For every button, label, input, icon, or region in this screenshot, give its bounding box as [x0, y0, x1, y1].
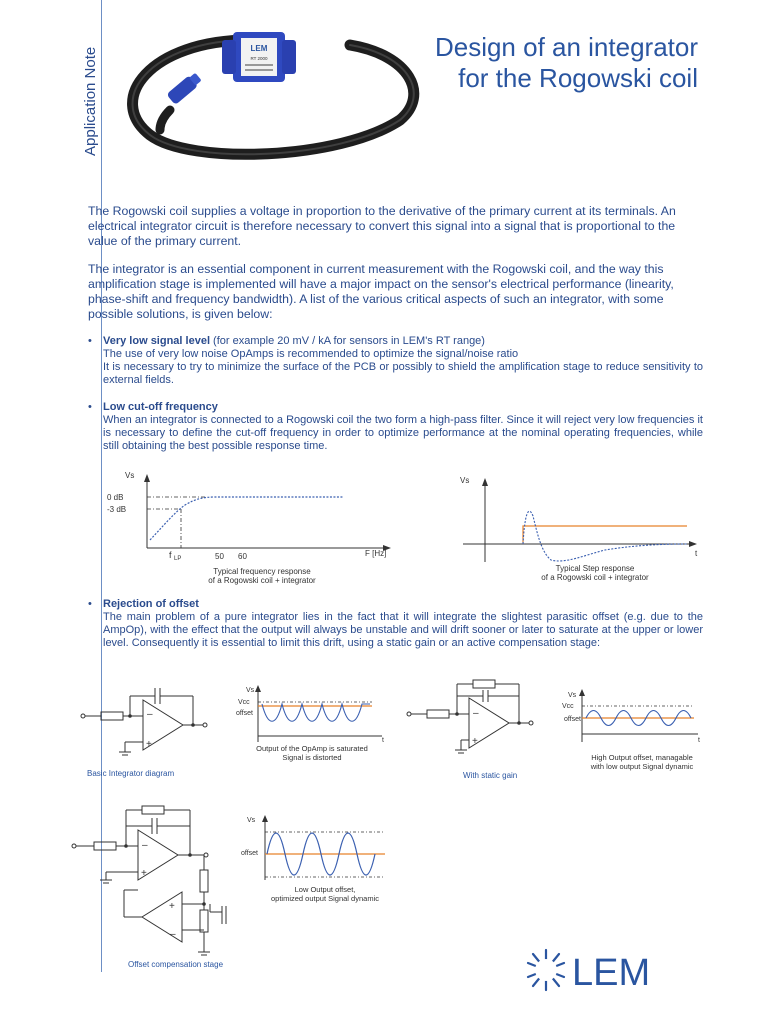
freq-y-label: Vs [125, 471, 135, 480]
svg-text:–: – [147, 709, 153, 720]
static-gain-caption: With static gain [463, 771, 518, 780]
svg-text:+: + [146, 739, 152, 750]
freq-caption-1: Typical frequency response [213, 567, 311, 576]
basic-integrator-caption: Basic Integrator diagram [87, 769, 175, 778]
step-caption-2: of a Rogowski coil + integrator [541, 573, 649, 582]
bullet-dot: • [88, 401, 92, 413]
sat-y-label: Vs [246, 687, 255, 694]
low-y-label: Vs [247, 817, 256, 824]
high-caption-2: with low output Signal dynamic [590, 762, 694, 771]
saturated-output-figure [232, 682, 402, 782]
sat-vcc-label: Vcc [238, 699, 250, 706]
high-offset-label: offset [564, 716, 581, 723]
high-caption-1: High Output offset, managable [591, 753, 693, 762]
bullet-heading: Very low signal level [103, 335, 210, 347]
title-line-1: Design of an integrator [434, 32, 698, 62]
bullet-heading: Low cut-off frequency [103, 401, 218, 413]
sat-caption-1: Output of the OpAmp is saturated [256, 744, 368, 753]
section-label: Application Note [82, 46, 99, 156]
sat-offset-label: offset [236, 710, 253, 717]
high-x-label: t [698, 737, 700, 744]
freq-f-label: f [169, 550, 172, 560]
svg-text:+: + [169, 901, 175, 912]
bullet-text: The main problem of a pure integrator lies in the fact that it will integrate the slightest parasitic offset (e.g. due to the AmpOp), with the effect that the output will always be unstable and will drift sooner or later to saturate at the upper or lower level. Consequently it is essential to limit this drift, using a static gain or an active compensation stage: [103, 611, 703, 649]
high-y-label: Vs [568, 692, 577, 699]
bullet-cutoff [88, 401, 703, 453]
intro-paragraph-2: The integrator is an essential component in current measurement with the Rogowski coil, and the way this amplification stage is implemented will have a major impact on the sensor's electrical performance (linearity, phase-shift and frequency bandwidth). A list of the various critical aspects of such an integrator, with some possible solutions, is given below: [88, 262, 674, 321]
page-title [435, 32, 698, 94]
bullet-line: It is necessary to try to minimize the surface of the PCB or possibly to shield the amplification stage to reduce sensitivity to external fields. [103, 361, 703, 386]
svg-text:+: + [472, 736, 478, 747]
bullet-heading-note: (for example 20 mV / kA for sensors in LEM's RT range) [210, 335, 485, 347]
svg-text:–: – [142, 840, 148, 851]
step-y-label: Vs [460, 476, 470, 485]
step-caption-1: Typical Step response [555, 564, 635, 573]
high-vcc-label: Vcc [562, 703, 574, 710]
svg-text:–: – [170, 929, 176, 940]
svg-text:–: – [473, 708, 479, 719]
freq-x-tick-60: 60 [238, 552, 247, 561]
svg-text:+: + [141, 868, 147, 879]
bullet-line: The use of very low noise OpAmps is recommended to optimize the signal/noise ratio [103, 348, 519, 360]
freq-tick-0db: 0 dB [107, 493, 124, 502]
high-offset-figure [558, 684, 708, 784]
intro-paragraph-1: The Rogowski coil supplies a voltage in proportion to the derivative of the primary current at its terminals. An electrical integrator circuit is therefore necessary to convert this signal into a signal that is proportional to the value of the primary current. [88, 204, 676, 248]
step-x-label: t [695, 549, 698, 558]
freq-f-sub: LP [174, 556, 182, 562]
bullet-dot: • [88, 335, 92, 347]
product-label-brand: LEM [250, 44, 268, 53]
frequency-response-figure [95, 462, 425, 592]
freq-tick-3db: -3 dB [107, 505, 127, 514]
rogowski-coil-photo [110, 10, 440, 170]
bullet-offset [88, 598, 703, 650]
bullet-heading: Rejection of offset [103, 598, 199, 610]
sat-x-label: t [382, 737, 384, 744]
freq-caption-2: of a Rogowski coil + integrator [208, 576, 316, 585]
lem-logo [522, 942, 702, 998]
bullet-text: When an integrator is connected to a Rogowski coil the two form a high-pass filter. Since it will reject very low frequencies it is necessary to define the cut-off frequency in order to optimize performance at the nominal operating frequencies, while still obtaining the best possible response time. [103, 414, 703, 452]
bullet-dot: • [88, 598, 92, 610]
low-caption-1: Low Output offset, [294, 885, 356, 894]
basic-integrator-diagram [75, 680, 235, 780]
low-offset-label: offset [241, 850, 258, 857]
product-label-model: RT 2000 [250, 56, 268, 61]
offset-compensation-caption: Offset compensation stage [128, 960, 224, 969]
low-offset-figure [235, 810, 405, 910]
lem-logo-text: LEM [572, 952, 651, 994]
step-response-figure [455, 470, 705, 590]
sat-caption-2: Signal is distorted [282, 753, 342, 762]
freq-x-label: F [Hz] [365, 549, 387, 558]
offset-compensation-diagram [66, 800, 246, 975]
bullet-signal-level [88, 335, 703, 387]
title-line-2: for the Rogowski coil [458, 63, 698, 93]
freq-x-tick-50: 50 [215, 552, 224, 561]
low-caption-2: optimized output Signal dynamic [271, 894, 379, 903]
static-gain-diagram [403, 672, 553, 784]
